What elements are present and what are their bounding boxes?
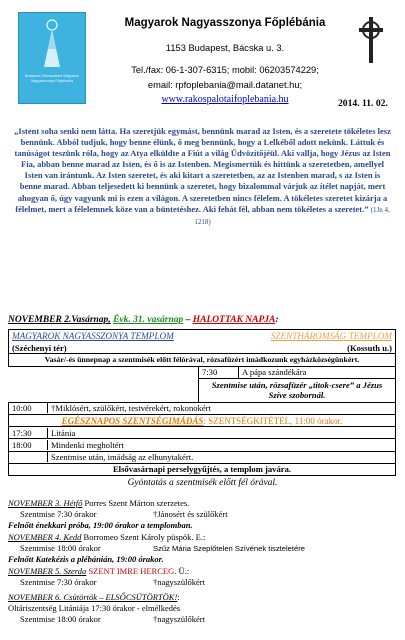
day-entry-wednesday: [8, 566, 398, 588]
saint-tail: . Ü.:: [174, 566, 190, 576]
sunday-colon: :: [275, 315, 279, 325]
mass-intention: Szűz Mária Szeplőtelen Szívének tiszteletére: [153, 544, 305, 553]
extra-note: Felnőtt énekkari próba, 19:00 órakor a templomban.: [8, 520, 193, 530]
extra-note: Felnőtt Katekézis a plébánián, 19:00 órakor.: [8, 554, 164, 564]
saint-label: Borromeo Szent Károly püspök. E.:: [81, 532, 206, 542]
parish-logo: [18, 12, 86, 104]
website-link[interactable]: www.rakospalotaifoplebania.hu: [161, 94, 289, 105]
litany-time: 17:30: [9, 428, 48, 438]
day-label: NOVEMBER 3. Hétfő: [8, 498, 83, 508]
litany-line: Oltáriszentség Litániája 17:30 órakor - elmélkedés: [8, 603, 181, 613]
madonna-icon: [37, 19, 67, 69]
quote-text: „Istent soha senki nem látta. Ha szeretjük egymást, bennünk marad az Isten, és a szeretete tökéletes lesz bennünk. Abból tudjuk, hogy benne élünk, ő meg bennünk, hogy a Lelkéből adott nekünk. Láttuk és tanúságot teszünk róla, hogy az Atya elküldte a Fiút a világ Üdvözítőjéül. Aki vallja, hogy Jézus az Isten Fia, abban benne marad az Isten, és ő is az Istenben. Megismertük és hittünk a szeretetben, amellyel Isten van irántunk. Az Isten szeretet, és aki kitart a szeretetben, az az Istenben marad, s az Isten is benne marad. Abban teljesedett ki bennünk a szeretet, hogy bizalommal várjuk az ítélet napját, mert ahogyan ő, úgy vagyunk mi is ezen a világon. A szeretetben nincs félelem. A tökéletes szeretet kizárja a félelmet, mert a félelemnek köze van a büntetéshez. Aki fehát fél, abban nem tökéletes a szeretet.”: [14, 126, 391, 214]
mass-time: 10:00: [9, 403, 48, 413]
mass-time: 18:00: [9, 440, 48, 450]
litany-text: Litánia: [51, 427, 76, 438]
email: email: rpfoplebania@mail.datanet.hu;: [147, 80, 303, 90]
logo-text: Budapest-Rákospalotai Magyarok Nagyasszonya Főplébánia: [25, 74, 79, 83]
mass-intention: Mindenki megholtért: [51, 439, 124, 450]
saint-label: SZENT IMRE HERCEG: [86, 566, 175, 576]
adoration-line: [9, 414, 396, 426]
church-left: MAGYAROK NAGYASSZONYA TEMPLOM: [12, 330, 174, 341]
mass-intention: †Miklósért, szülőkért, testvérekért, rokonokért: [51, 403, 211, 414]
rosary-note: Vasár/-és ünnepnap a szentmisék előtt félórával, rózsafüzért imádkozunk egyházközségünkért.: [9, 354, 396, 366]
saint-label: Porres Szent Márton szerzetes.: [82, 498, 190, 508]
page-title: Magyarok Nagyasszonya Főplébánia: [124, 17, 326, 29]
mass-line: Szentmise 18:00 órakor: [20, 614, 101, 624]
day-label: NOVEMBER 5. Szerda: [8, 566, 87, 576]
adoration-label: EGÉSZNAPOS SZENTSÉGIMÁDÁS: [61, 415, 204, 426]
mass-line: Szentmise 7:30 órakor: [20, 509, 97, 519]
bulletin-date: 2014. 11. 02.: [338, 98, 388, 109]
celtic-cross-icon: [356, 15, 386, 65]
mass-intention: A pápa szándékára: [239, 366, 396, 378]
day-entry-tuesday: [8, 532, 398, 565]
collection-note: Elsővasárnapi perselygyűjtés, a templom javára.: [9, 463, 396, 475]
sunday-sep: –: [183, 315, 193, 325]
day-label: NOVEMBER 4. Kedd: [8, 532, 82, 542]
mass-time: 7:30: [199, 366, 239, 378]
day-label: NOVEMBER 6. Csütörtök – ELSŐCSÜTÖRTÖK!: [8, 592, 178, 602]
mass-line: Szentmise 7:30 órakor: [20, 577, 97, 587]
church-right: SZENTHÁROMSÁG TEMPLOM: [270, 330, 392, 341]
sunday-heading: [8, 315, 279, 325]
church-right-location: (Kossuth u.): [347, 342, 392, 353]
rosary-exchange: Szentmise után, rózsafüzér „titok-csere” a Jézus Szíve szobornál.: [199, 378, 396, 402]
church-left-location: (Széchenyi tér): [12, 342, 67, 353]
sunday-week: Évk. 31. vasárnap: [113, 315, 184, 325]
confession-note: Gyóntatás a szentmisék előtt fél órával.: [127, 478, 278, 488]
scripture-quote: [13, 126, 392, 228]
mass-intention: †nagyszülőkért: [153, 577, 205, 587]
saint-label: :: [177, 592, 180, 602]
day-entry-monday: [8, 498, 398, 531]
mass-intention: †Jánosért és szülőkért: [153, 509, 228, 519]
mass-intention: †nagyszülőkért: [153, 614, 205, 624]
address: 1153 Budapest, Bácska u. 3.: [165, 43, 285, 53]
mass-line: Szentmise 18:00 órakor: [20, 543, 101, 553]
sunday-day: NOVEMBER 2.Vasárnap,: [8, 315, 111, 325]
day-entry-thursday: [8, 592, 398, 625]
quote-reference: (1Jn 4, 1218): [194, 205, 390, 226]
phone: Tel./fax: 06-1-307-6315; mobil: 06203574229;: [131, 65, 319, 75]
adoration-text: : SZENTSÉGKITÉTEL, 11:00 órakor.: [203, 415, 343, 426]
sunday-feast: HALOTTAK NAPJA: [192, 315, 276, 325]
sunday-schedule-table: [8, 329, 396, 476]
prayer-note: Szentmise után, imádság az elhunytakért.: [51, 452, 194, 463]
